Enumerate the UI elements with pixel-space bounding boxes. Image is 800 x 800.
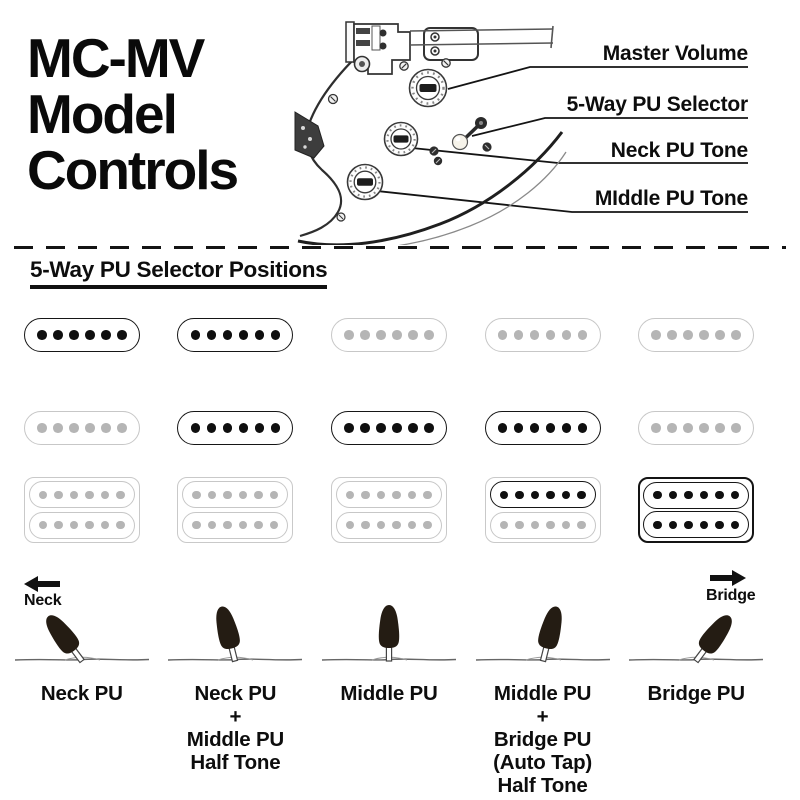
- position-label-line: Middle PU: [340, 682, 438, 705]
- pole-piece-dot: [669, 521, 678, 530]
- pole-piece-dot: [376, 423, 386, 433]
- pole-piece-dot: [408, 330, 418, 340]
- pole-piece-dot: [39, 491, 48, 500]
- pole-piece-dot: [577, 521, 586, 530]
- position-cell: [312, 318, 466, 352]
- pole-piece-dot: [346, 491, 355, 500]
- pickup-row-bridge: [5, 477, 795, 543]
- humbucker-pickup: [638, 477, 754, 543]
- pole-piece-dot: [208, 491, 217, 500]
- single-coil-pickup: [485, 318, 601, 352]
- callout-5way-selector: 5-Way PU Selector: [566, 93, 748, 116]
- middle-tone-knob: [348, 165, 383, 200]
- pole-piece-dot: [223, 521, 232, 530]
- humbucker-coil: [490, 512, 596, 539]
- leader-5way-selector: [472, 118, 748, 136]
- pole-piece-dot: [271, 330, 281, 340]
- title-line-1: MC-MV: [27, 27, 204, 89]
- single-coil-pickup: [24, 318, 140, 352]
- selector-lever: [468, 568, 618, 668]
- pole-piece-dot: [69, 330, 79, 340]
- pole-piece-dot: [424, 423, 434, 433]
- pole-piece-dot: [361, 521, 370, 530]
- pole-piece-dot: [392, 521, 401, 530]
- pole-piece-dot: [70, 491, 79, 500]
- pole-piece-dot: [578, 330, 588, 340]
- pole-piece-dot: [117, 330, 127, 340]
- position-cell: [619, 477, 773, 543]
- position-cell: [159, 411, 313, 445]
- selector-lever: [160, 568, 310, 668]
- pickup-row-middle: [5, 411, 795, 445]
- position-label-line: +: [536, 705, 549, 728]
- position-label-line: Bridge PU: [493, 728, 592, 751]
- pole-piece-dot: [191, 330, 201, 340]
- pole-piece-dot: [191, 423, 201, 433]
- position-cell: [5, 411, 159, 445]
- single-coil-pickup: [331, 411, 447, 445]
- position-cell: [619, 411, 773, 445]
- pole-piece-dot: [85, 330, 95, 340]
- position-cell: [619, 682, 773, 797]
- selector-lever: [314, 568, 464, 668]
- pole-piece-dot: [239, 521, 248, 530]
- pole-piece-dot: [577, 491, 586, 500]
- title-line-2: Model: [27, 83, 176, 145]
- pole-piece-dot: [360, 423, 370, 433]
- pole-piece-dot: [101, 491, 110, 500]
- position-cell: [466, 411, 620, 445]
- position-cell: [466, 477, 620, 543]
- pole-piece-dot: [392, 330, 402, 340]
- pole-piece-dot: [715, 521, 724, 530]
- humbucker-pickup: [24, 477, 140, 543]
- pole-piece-dot: [223, 423, 233, 433]
- pole-piece-dot: [69, 423, 79, 433]
- pole-piece-dot: [546, 491, 555, 500]
- pole-piece-dot: [498, 423, 508, 433]
- pole-piece-dot: [408, 521, 417, 530]
- pole-piece-dot: [101, 423, 111, 433]
- pole-piece-dot: [515, 491, 524, 500]
- neck-direction-arrow-icon: [24, 576, 60, 592]
- position-label-line: Neck PU: [40, 682, 123, 705]
- humbucker-coil: [643, 511, 749, 538]
- position-label: [648, 682, 745, 705]
- pole-piece-dot: [578, 423, 588, 433]
- pole-piece-dot: [192, 491, 201, 500]
- title-line-3: Controls: [27, 139, 238, 201]
- humbucker-coil: [643, 482, 749, 509]
- bridge-direction-arrow-icon: [710, 570, 746, 586]
- pole-piece-dot: [546, 423, 556, 433]
- position-label-line: Neck PU: [194, 682, 277, 705]
- single-coil-pickup: [177, 318, 293, 352]
- pole-piece-dot: [562, 521, 571, 530]
- neck-tone-knob: [385, 123, 418, 156]
- pole-piece-dot: [37, 423, 47, 433]
- pole-piece-dot: [376, 330, 386, 340]
- position-label-row: [5, 682, 795, 797]
- dashed-divider: [14, 246, 786, 249]
- pole-piece-dot: [270, 491, 279, 500]
- position-cell: [466, 682, 620, 797]
- single-coil-pickup: [485, 411, 601, 445]
- position-label: [41, 682, 123, 705]
- position-label-line: Bridge PU: [647, 682, 745, 705]
- pole-piece-dot: [684, 491, 693, 500]
- position-cell: [5, 477, 159, 543]
- position-label-line: Half Tone: [497, 774, 588, 797]
- pole-piece-dot: [530, 423, 540, 433]
- pole-piece-dot: [85, 521, 94, 530]
- pole-piece-dot: [514, 423, 524, 433]
- pole-piece-dot: [424, 330, 434, 340]
- pole-piece-dot: [651, 423, 661, 433]
- pole-piece-dot: [731, 491, 740, 500]
- pole-piece-dot: [361, 491, 370, 500]
- humbucker-coil: [182, 481, 288, 508]
- pole-piece-dot: [255, 423, 265, 433]
- position-cell: [312, 568, 466, 668]
- pole-piece-dot: [53, 423, 63, 433]
- single-coil-pickup: [638, 411, 754, 445]
- pole-piece-dot: [423, 521, 432, 530]
- pole-piece-dot: [271, 423, 281, 433]
- position-cell: [619, 568, 773, 668]
- pole-piece-dot: [699, 423, 709, 433]
- pole-piece-dot: [514, 330, 524, 340]
- pole-piece-dot: [653, 521, 662, 530]
- pole-piece-dot: [562, 423, 572, 433]
- pole-piece-dot: [715, 423, 725, 433]
- pole-piece-dot: [408, 491, 417, 500]
- humbucker-pickup: [177, 477, 293, 543]
- pole-piece-dot: [408, 423, 418, 433]
- humbucker-coil: [490, 481, 596, 508]
- pole-piece-dot: [392, 423, 402, 433]
- selector-lever: [621, 568, 771, 668]
- pole-piece-dot: [515, 521, 524, 530]
- pole-piece-dot: [392, 491, 401, 500]
- pole-piece-dot: [531, 521, 540, 530]
- pole-piece-dot: [239, 491, 248, 500]
- pole-piece-dot: [344, 330, 354, 340]
- position-cell: [5, 682, 159, 797]
- pole-piece-dot: [239, 330, 249, 340]
- pole-piece-dot: [731, 521, 740, 530]
- pole-piece-dot: [546, 330, 556, 340]
- pole-piece-dot: [683, 423, 693, 433]
- pole-piece-dot: [54, 491, 63, 500]
- single-coil-pickup: [331, 318, 447, 352]
- pole-piece-dot: [255, 330, 265, 340]
- callout-middle-tone: MIddle PU Tone: [594, 187, 748, 210]
- pole-piece-dot: [546, 521, 555, 530]
- pole-piece-dot: [70, 521, 79, 530]
- pole-piece-dot: [731, 423, 741, 433]
- pole-piece-dot: [53, 330, 63, 340]
- pole-piece-dot: [254, 521, 263, 530]
- single-coil-pickup: [24, 411, 140, 445]
- pole-piece-dot: [192, 521, 201, 530]
- callout-master-volume: Master Volume: [602, 42, 748, 65]
- pole-piece-dot: [667, 423, 677, 433]
- pole-piece-dot: [85, 491, 94, 500]
- position-cell: [312, 682, 466, 797]
- pole-piece-dot: [207, 423, 217, 433]
- leader-master-volume: [448, 67, 748, 89]
- pole-piece-dot: [423, 491, 432, 500]
- pickup-row-neck: [5, 318, 795, 352]
- position-cell: [466, 318, 620, 352]
- position-cell: [466, 568, 620, 668]
- position-label: [493, 682, 592, 797]
- pole-piece-dot: [700, 521, 709, 530]
- pole-piece-dot: [270, 521, 279, 530]
- position-cell: [159, 682, 313, 797]
- position-label-line: Middle PU: [493, 682, 592, 705]
- pole-piece-dot: [500, 491, 509, 500]
- pole-piece-dot: [377, 491, 386, 500]
- position-cell: [159, 477, 313, 543]
- pole-piece-dot: [117, 423, 127, 433]
- pole-piece-dot: [254, 491, 263, 500]
- pole-piece-dot: [85, 423, 95, 433]
- humbucker-coil: [29, 481, 135, 508]
- pole-piece-dot: [54, 521, 63, 530]
- pole-piece-dot: [531, 491, 540, 500]
- pole-piece-dot: [651, 330, 661, 340]
- position-cell: [312, 411, 466, 445]
- humbucker-pickup: [485, 477, 601, 543]
- position-label: [340, 682, 437, 705]
- position-label-line: +: [229, 705, 242, 728]
- pole-piece-dot: [116, 491, 125, 500]
- position-cell: [5, 318, 159, 352]
- humbucker-coil: [336, 512, 442, 539]
- neck-direction-label: Neck: [24, 592, 62, 609]
- position-cell: [312, 477, 466, 543]
- pole-piece-dot: [684, 521, 693, 530]
- pole-piece-dot: [377, 521, 386, 530]
- single-coil-pickup: [177, 411, 293, 445]
- pole-piece-dot: [562, 330, 572, 340]
- pole-piece-dot: [346, 521, 355, 530]
- position-cell: [619, 318, 773, 352]
- pole-piece-dot: [500, 521, 509, 530]
- position-cell: [159, 318, 313, 352]
- pole-piece-dot: [667, 330, 677, 340]
- humbucker-coil: [29, 512, 135, 539]
- lever-row: [5, 568, 795, 668]
- pole-piece-dot: [360, 330, 370, 340]
- pole-piece-dot: [669, 491, 678, 500]
- pole-piece-dot: [700, 491, 709, 500]
- pole-piece-dot: [223, 330, 233, 340]
- pole-piece-dot: [39, 521, 48, 530]
- pole-piece-dot: [101, 521, 110, 530]
- position-label: [187, 682, 284, 774]
- partial-pickup-sketch: [295, 112, 324, 158]
- position-cell: [159, 568, 313, 668]
- pole-piece-dot: [223, 491, 232, 500]
- section-heading: 5-Way PU Selector Positions: [30, 257, 327, 289]
- pole-piece-dot: [239, 423, 249, 433]
- pole-piece-dot: [530, 330, 540, 340]
- pole-piece-dot: [344, 423, 354, 433]
- pole-piece-dot: [37, 330, 47, 340]
- master-volume-knob: [410, 70, 447, 107]
- callout-neck-tone: Neck PU Tone: [610, 139, 748, 162]
- humbucker-coil: [182, 512, 288, 539]
- humbucker-pickup: [331, 477, 447, 543]
- pole-piece-dot: [562, 491, 571, 500]
- pole-piece-dot: [207, 330, 217, 340]
- pole-piece-dot: [101, 330, 111, 340]
- pole-piece-dot: [715, 330, 725, 340]
- position-label-line: Middle PU: [186, 728, 285, 751]
- pole-piece-dot: [498, 330, 508, 340]
- pole-piece-dot: [116, 521, 125, 530]
- position-label-line: Half Tone: [190, 751, 281, 774]
- bridge-direction-label: Bridge: [706, 587, 756, 604]
- pole-piece-dot: [715, 491, 724, 500]
- position-label-line: (Auto Tap): [493, 751, 593, 774]
- pole-piece-dot: [683, 330, 693, 340]
- single-coil-pickup: [638, 318, 754, 352]
- humbucker-coil: [336, 481, 442, 508]
- pole-piece-dot: [653, 491, 662, 500]
- pole-piece-dot: [731, 330, 741, 340]
- pole-piece-dot: [208, 521, 217, 530]
- pole-piece-dot: [699, 330, 709, 340]
